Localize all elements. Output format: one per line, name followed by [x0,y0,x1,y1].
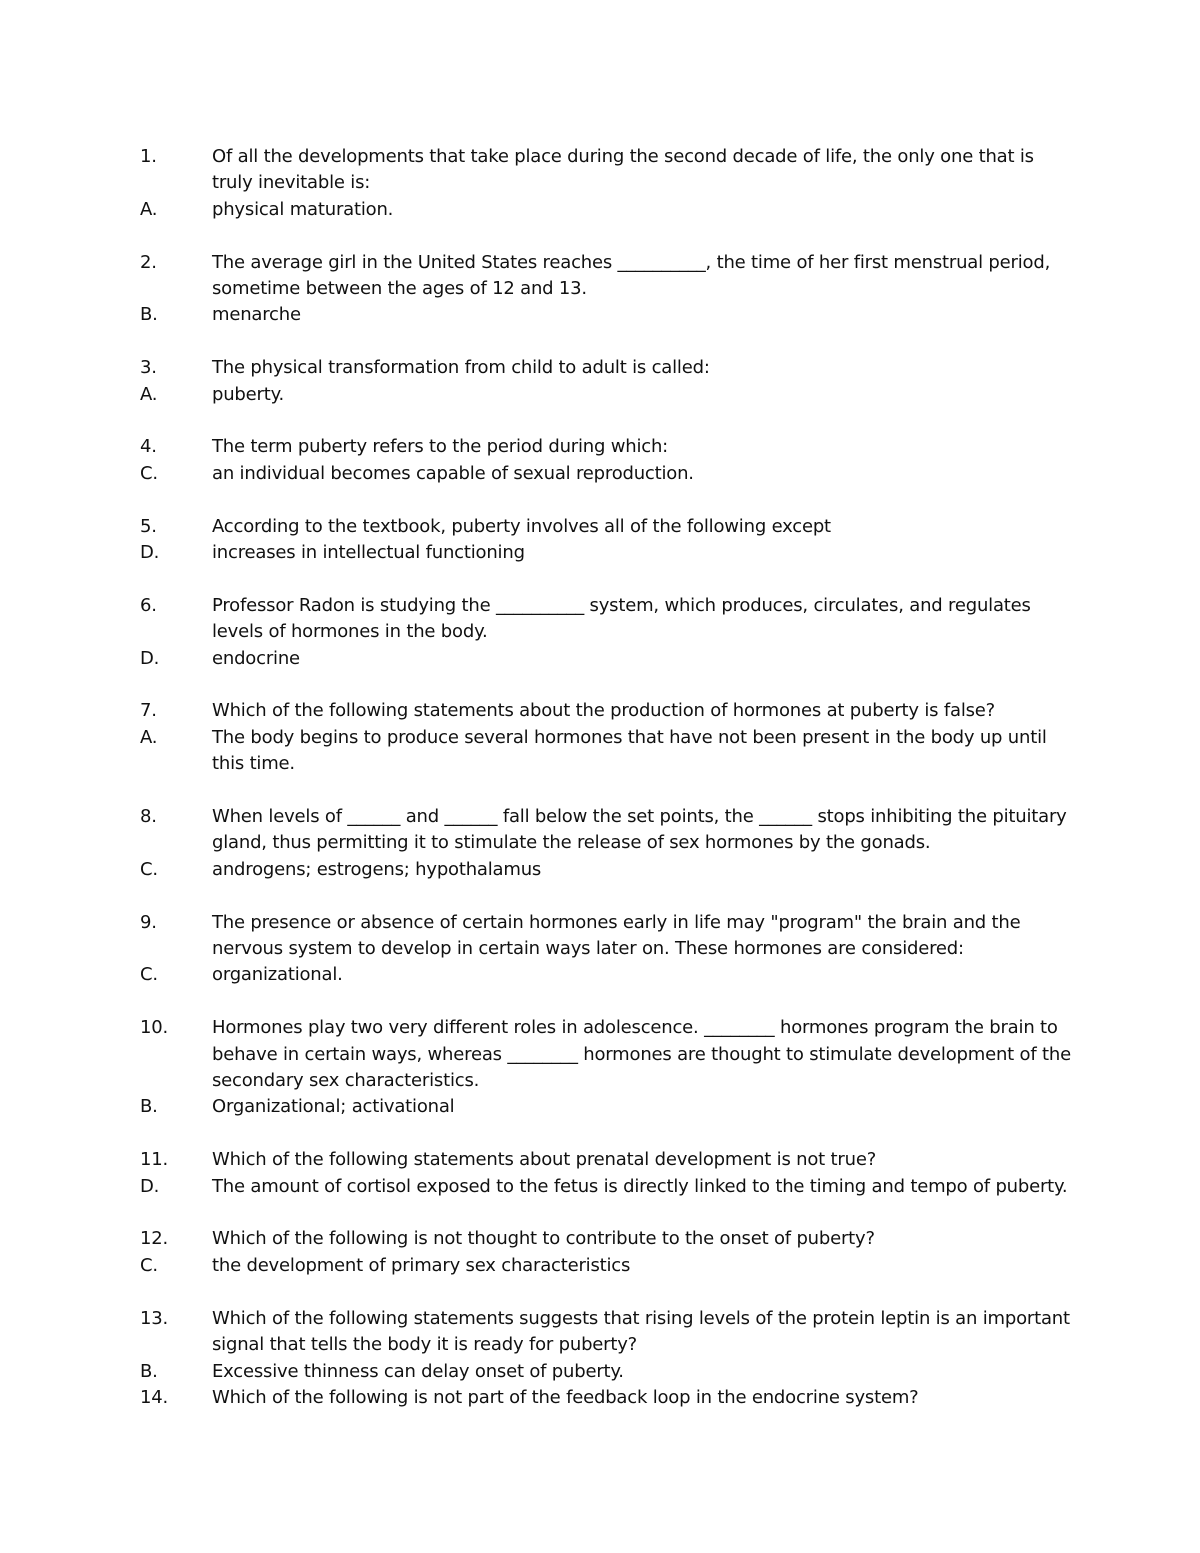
question-line [140,910,1075,963]
question-item [140,355,1075,408]
question-item [140,434,1075,487]
question-text: The physical transformation from child to adult is called: [212,357,710,379]
question-line [140,250,1075,303]
question-number: 8. [140,806,157,828]
question-text: Which of the following statements about the production of hormones at puberty is false? [212,700,996,722]
answer-line [140,461,1075,487]
answer-text: The body begins to produce several hormones that have not been present in the body up until this time. [212,726,1047,775]
question-item [140,1015,1075,1121]
answer-text: endocrine [212,647,300,669]
document-page [140,144,1075,1411]
question-item [140,1226,1075,1279]
question-number: 6. [140,594,157,616]
question-item [140,1306,1075,1385]
answer-letter: C. [140,462,158,484]
question-number: 1. [140,146,157,167]
answer-letter: D. [140,1175,160,1197]
question-item [140,593,1075,672]
question-item [140,910,1075,989]
answer-letter: D. [140,542,160,564]
answer-letter: C. [140,1254,158,1276]
question-number: 3. [140,357,157,379]
question-number: 13. [140,1307,169,1329]
question-line [140,1015,1075,1094]
question-item [140,698,1075,777]
question-item [140,1147,1075,1200]
answer-text: the development of primary sex characteristics [212,1254,631,1276]
answer-line [140,197,1075,223]
question-text: Which of the following is not part of the feedback loop in the endocrine system? [212,1386,919,1408]
question-text: When levels of ______ and ______ fall below the set points, the ______ stops inhibiting the pituitary gland, thus permitting it to stimulate the release of sex hormones by the gonads. [212,806,1067,854]
answer-letter: A. [140,726,158,748]
question-text: The presence or absence of certain hormones early in life may "program" the brain and the nervous system to develop in certain ways later on. These hormones are considered: [212,911,1021,960]
question-text: Which of the following statements about prenatal development is not true? [212,1149,877,1171]
answer-line [140,646,1075,672]
answer-line [140,302,1075,328]
question-line [140,355,1075,381]
question-line [140,1306,1075,1359]
answer-text: Excessive thinness can delay onset of puberty. [212,1360,624,1382]
answer-text: organizational. [212,964,343,986]
answer-text: The amount of cortisol exposed to the fetus is directly linked to the timing and tempo of puberty. [212,1175,1068,1197]
answer-letter: C. [140,964,158,986]
answer-line [140,962,1075,988]
question-line [140,434,1075,460]
answer-line [140,725,1075,778]
answer-text: an individual becomes capable of sexual reproduction. [212,462,694,484]
question-item [140,1385,1075,1411]
question-line [140,1226,1075,1252]
answer-line [140,857,1075,883]
question-number: 10. [140,1017,169,1039]
question-item [140,514,1075,567]
question-text: Professor Radon is studying the __________ system, which produces, circulates, and regulates levels of hormones in the body. [212,594,1031,643]
question-text: Which of the following statements suggests that rising levels of the protein leptin is an important signal that tells the body it is ready for puberty? [212,1307,1070,1356]
answer-text: Organizational; activational [212,1096,455,1118]
answer-line [140,1253,1075,1279]
answer-text: increases in intellectual functioning [212,542,525,564]
question-line [140,1147,1075,1173]
question-number: 9. [140,911,157,933]
question-text: Of all the developments that take place during the second decade of life, the only one that is truly inevitable is: [212,146,1034,194]
question-number: 4. [140,436,157,458]
question-text: The term puberty refers to the period during which: [212,436,669,458]
answer-letter: C. [140,858,158,880]
question-text: Hormones play two very different roles in adolescence. ________ hormones program the brain to behave in certain ways, whereas ________ hormones are thought to stimulate development of the secondary sex characteristics. [212,1017,1071,1092]
answer-line [140,382,1075,408]
answer-line [140,1094,1075,1120]
question-number: 14. [140,1386,169,1408]
question-text: The average girl in the United States reaches __________, the time of her first menstrual period, sometime between the ages of 12 and 13. [212,251,1051,300]
answer-line [140,1359,1075,1385]
answer-letter: B. [140,1360,158,1382]
answer-line [140,1174,1075,1200]
question-number: 12. [140,1228,169,1250]
question-text: Which of the following is not thought to contribute to the onset of puberty? [212,1228,875,1250]
question-number: 7. [140,700,157,722]
answer-letter: A. [140,198,158,220]
question-item [140,804,1075,883]
answer-text: androgens; estrogens; hypothalamus [212,858,542,880]
answer-letter: D. [140,647,160,669]
answer-text: menarche [212,304,301,326]
answer-text: physical maturation. [212,198,394,220]
question-item [140,250,1075,329]
question-line [140,804,1075,857]
question-line [140,144,1075,197]
answer-letter: A. [140,383,158,405]
question-item [140,144,1075,223]
question-line [140,698,1075,724]
question-number: 5. [140,515,157,537]
question-line [140,514,1075,540]
question-text: According to the textbook, puberty involves all of the following except [212,515,831,537]
question-line [140,593,1075,646]
answer-line [140,540,1075,566]
question-line [140,1385,1075,1411]
answer-text: puberty. [212,383,284,405]
answer-letter: B. [140,304,158,326]
question-number: 2. [140,251,157,273]
question-number: 11. [140,1149,169,1171]
answer-letter: B. [140,1096,158,1118]
